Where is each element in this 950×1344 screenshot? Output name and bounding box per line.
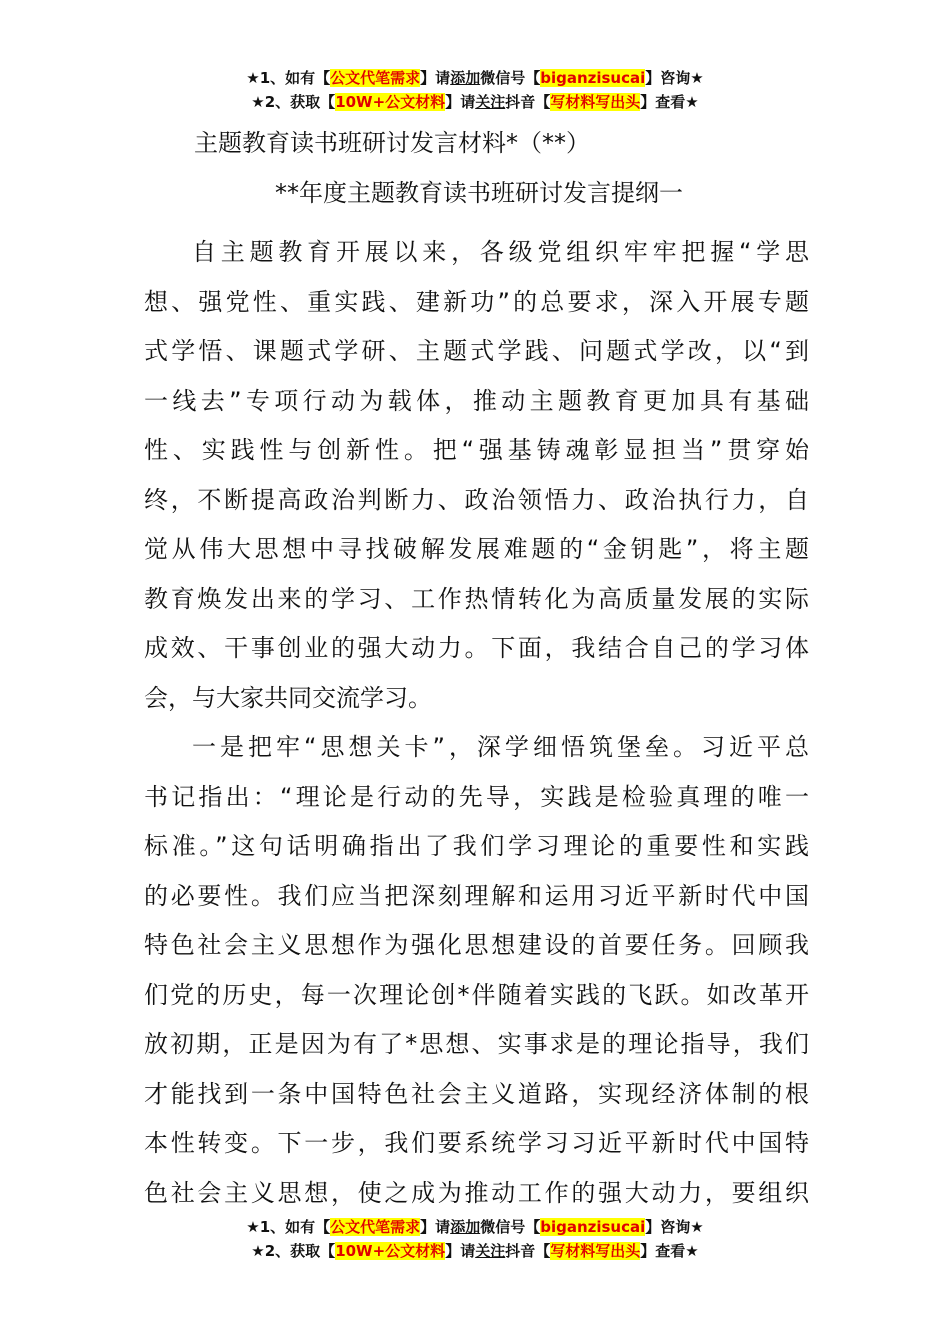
promo-text: 】咨询★ — [645, 69, 704, 87]
text-line: 觉从伟大思想中寻找破解发展难题的“金钥匙”，将主题 — [144, 535, 809, 563]
promo-text: 】请 — [445, 1242, 476, 1260]
promo-footer — [0, 1215, 950, 1263]
promo-line-1 — [0, 66, 950, 90]
text-line: 放初期，正是因为有了*思想、实事求是的理论指导，我们 — [144, 1030, 809, 1058]
promo-text: 】请 — [445, 93, 476, 111]
promo-douyin-name: 写材料写出头 — [550, 93, 641, 111]
promo-highlight: 10W+公文材料 — [335, 93, 446, 111]
text-line: 的必要性。我们应当把深刻理解和运用习近平新时代中国 — [144, 881, 809, 910]
promo-text: 微信号【 — [480, 1218, 541, 1236]
promo-text: 微信号【 — [480, 69, 541, 87]
text-line: 书记指出：“理论是行动的先导，实践是检验真理的唯一 — [144, 782, 809, 811]
promo-underline: 添加 — [450, 1218, 481, 1236]
text-line: 成效、干事创业的强大动力。下面，我结合自己的学习体 — [144, 634, 809, 662]
promo-highlight: 10W+公文材料 — [335, 1242, 446, 1260]
promo-text: 抖音【 — [505, 1242, 551, 1260]
promo-wechat-id: biganzisucai — [540, 1218, 646, 1236]
document-subtitle: **年度主题教育读书班研讨发言提纲一 — [275, 179, 683, 207]
promo-text: 】请 — [420, 1218, 451, 1236]
promo-underline: 关注 — [475, 1242, 506, 1260]
promo-text: ★2、获取【 — [251, 1242, 336, 1260]
promo-text: ★1、如有【 — [246, 1218, 331, 1236]
promo-wechat-id: biganzisucai — [540, 69, 646, 87]
promo-highlight: 公文代笔需求 — [330, 1218, 421, 1236]
promo-highlight: 公文代笔需求 — [330, 69, 421, 87]
promo-underline: 关注 — [475, 93, 506, 111]
text-line: 一线去”专项行动为载体，推动主题教育更加具有基础 — [144, 386, 809, 415]
text-line: 性、实践性与创新性。把“强基铸魂彰显担当”贯穿始 — [144, 436, 809, 464]
promo-line-2 — [0, 1239, 950, 1263]
text-line: 教育焕发出来的学习、工作热情转化为高质量发展的实际 — [144, 584, 809, 613]
promo-douyin-name: 写材料写出头 — [550, 1242, 641, 1260]
text-line: 色社会主义思想，使之成为推动工作的强大动力，要组织 — [144, 1178, 809, 1207]
document-title: 主题教育读书班研讨发言材料*（**） — [194, 129, 590, 157]
text-line: 想、强党性、重实践、建新功”的总要求，深入开展专题 — [144, 287, 809, 316]
text-line: 终，不断提高政治判断力、政治领悟力、政治执行力，自 — [144, 485, 809, 514]
promo-line-2 — [0, 90, 950, 114]
promo-header — [0, 66, 950, 114]
promo-text: ★1、如有【 — [246, 69, 331, 87]
text-line: 标准。”这句话明确指出了我们学习理论的重要性和实践 — [144, 832, 809, 860]
promo-underline: 添加 — [450, 69, 481, 87]
text-line: 自主题教育开展以来，各级党组织牢牢把握“学思 — [192, 238, 809, 266]
promo-text: 】查看★ — [640, 93, 699, 111]
promo-text: 】请 — [420, 69, 451, 87]
text-line: 一是把牢“思想关卡”，深学细悟筑堡垒。习近平总 — [192, 733, 809, 761]
promo-text: 抖音【 — [505, 93, 551, 111]
text-line: 特色社会主义思想作为强化思想建设的首要任务。回顾我 — [144, 931, 809, 959]
text-line: 会，与大家共同交流学习。 — [144, 683, 432, 712]
document-body — [144, 228, 809, 1218]
promo-text: 】咨询★ — [645, 1218, 704, 1236]
promo-line-1 — [0, 1215, 950, 1239]
text-line: 才能找到一条中国特色社会主义道路，实现经济体制的根 — [144, 1079, 809, 1108]
paragraph-intro — [144, 228, 809, 723]
promo-text: 】查看★ — [640, 1242, 699, 1260]
paragraph-point-one — [144, 723, 809, 1218]
text-line: 们党的历史，每一次理论创*伴随着实践的飞跃。如改革开 — [144, 980, 809, 1009]
text-line: 式学悟、课题式学研、主题式学践、问题式学改，以“到 — [144, 337, 809, 365]
promo-text: ★2、获取【 — [251, 93, 336, 111]
text-line: 本性转变。下一步，我们要系统学习习近平新时代中国特 — [144, 1129, 809, 1157]
